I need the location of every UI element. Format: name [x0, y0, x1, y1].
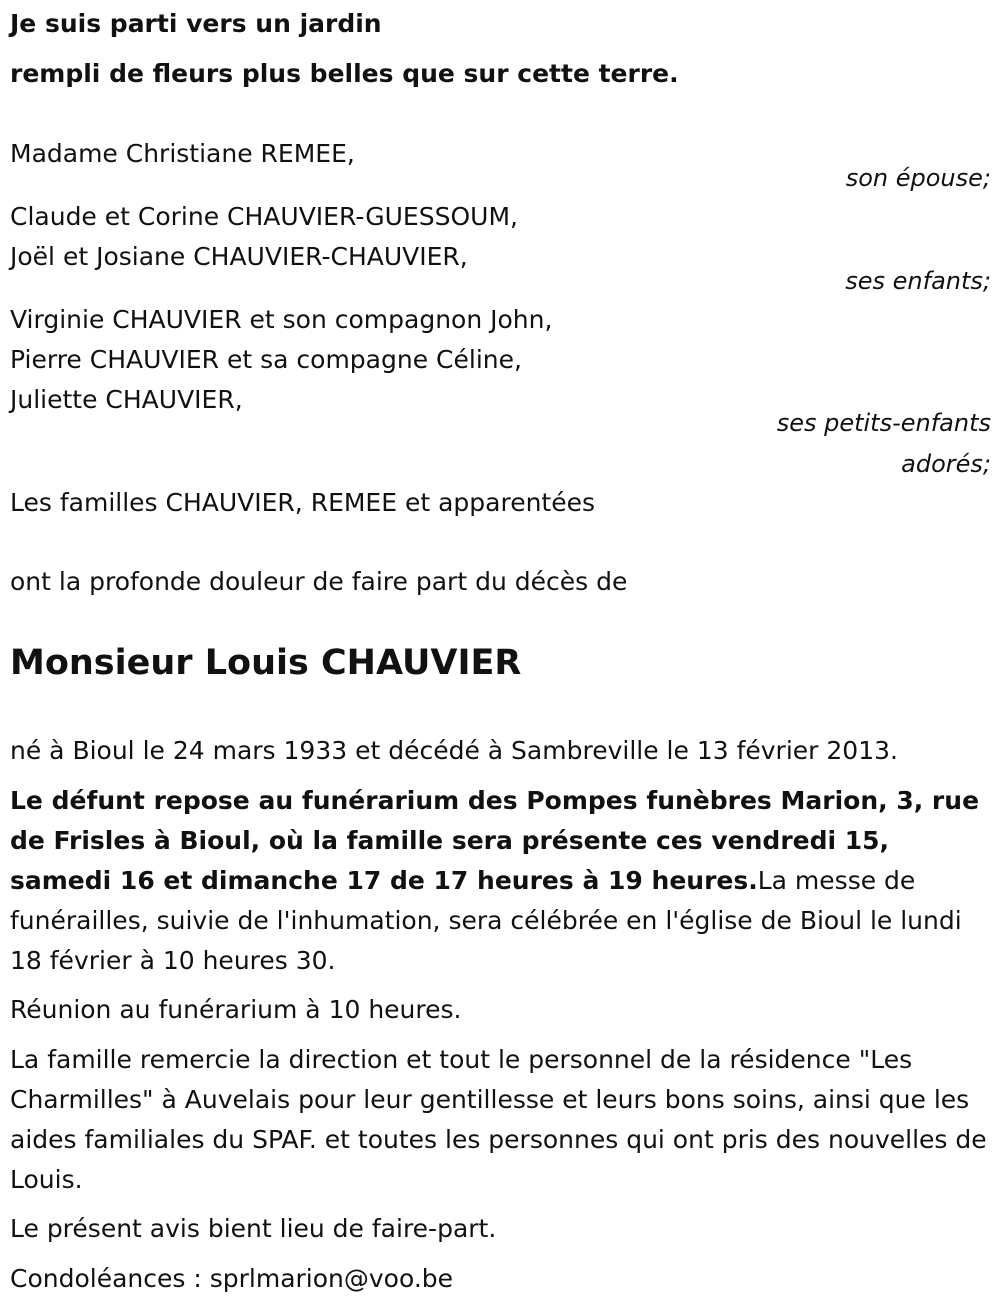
- child-1: Claude et Corine CHAUVIER-GUESSOUM,: [10, 202, 518, 231]
- reunion-line: Réunion au funérarium à 10 heures.: [10, 995, 462, 1024]
- families-line: Les familles CHAUVIER, REMEE et apparentées: [10, 488, 596, 517]
- announcement-line: ont la profonde douleur de faire part du décès de: [10, 567, 628, 596]
- child-2: Joël et Josiane CHAUVIER-CHAUVIER,: [10, 242, 468, 271]
- thanks-paragraph: La famille remercie la direction et tout le personnel de la résidence "Les Charmilles" à Auvelais pour leur gentillesse et leurs bons soins, ainsi que les aides familiales du SPAF. et toutes les personnes qui ont pris des nouvelles de Louis.: [10, 1045, 987, 1194]
- funeral-details-paragraph: [10, 781, 995, 981]
- mass-text: La messe de funérailles, suivie de l'inhumation, sera célébrée en l'église de Bioul le lundi 18 février à 10 heures 30.: [10, 866, 962, 975]
- deceased-name: Monsieur Louis CHAUVIER: [10, 643, 522, 683]
- grandchildren-relation-1: ses petits-enfants: [776, 409, 991, 437]
- epitaph-line-1: Je suis parti vers un jardin: [10, 9, 382, 38]
- spouse-name: Madame Christiane REMEE,: [10, 139, 355, 168]
- spouse-relation: son épouse;: [845, 164, 991, 192]
- grandchildren-relation-2: adorés;: [901, 450, 991, 478]
- condolences-line: Condoléances : sprlmarion@voo.be: [10, 1264, 454, 1293]
- epitaph-line-2: rempli de fleurs plus belles que sur cette terre.: [10, 59, 679, 88]
- birth-death-line: né à Bioul le 24 mars 1933 et décédé à Sambreville le 13 février 2013.: [10, 736, 898, 765]
- notice-line: Le présent avis bient lieu de faire-part.: [10, 1214, 497, 1243]
- repose-text: Le défunt repose au funérarium des Pompes funèbres Marion, 3, rue de Frisles à Bioul, où la famille sera présente ces vendredi 15, samedi 16 et dimanche 17 de 17 heures à 19 heures.: [10, 786, 980, 895]
- grandchild-2: Pierre CHAUVIER et sa compagne Céline,: [10, 345, 522, 374]
- grandchild-3: Juliette CHAUVIER,: [10, 385, 243, 414]
- grandchild-1: Virginie CHAUVIER et son compagnon John,: [10, 305, 553, 334]
- children-relation: ses enfants;: [845, 267, 991, 295]
